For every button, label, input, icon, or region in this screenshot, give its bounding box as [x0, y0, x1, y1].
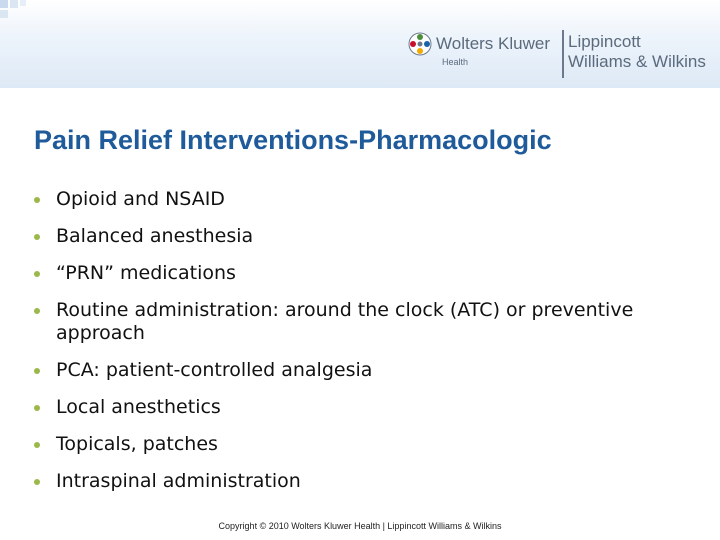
header-band: [0, 0, 720, 88]
bullet-item: [34, 396, 684, 419]
bullet-item: [34, 188, 684, 211]
bullet-text: PCA: patient-controlled analgesia: [56, 359, 373, 381]
bullet-list: [34, 188, 684, 507]
brand-subtitle: Health: [442, 57, 469, 67]
bullet-text: Balanced anesthesia: [56, 225, 254, 247]
bullet-icon: [34, 308, 40, 314]
bullet-icon: [34, 479, 40, 485]
brand-name: Wolters Kluwer: [436, 34, 550, 53]
bullet-icon: [34, 234, 40, 240]
bullet-icon: [34, 405, 40, 411]
bullet-text: Topicals, patches: [56, 433, 218, 455]
bullet-text: “PRN” medications: [56, 262, 236, 284]
wolters-kluwer-globe-icon: [408, 32, 432, 56]
bullet-text: Opioid and NSAID: [56, 188, 225, 210]
bullet-text: Routine administration: around the clock (ATC) or preventive approach: [56, 299, 634, 344]
bullet-text: Intraspinal administration: [56, 470, 301, 492]
bullet-item: [34, 299, 684, 345]
bullet-text: Local anesthetics: [56, 396, 221, 418]
bullet-item: [34, 225, 684, 248]
bullet-icon: [34, 368, 40, 374]
logo-divider: [562, 30, 564, 78]
bullet-item: [34, 433, 684, 456]
slide-title: Pain Relief Interventions-Pharmacologic: [34, 125, 552, 155]
corner-decoration: [0, 0, 60, 20]
bullet-icon: [34, 442, 40, 448]
partner-name: [568, 32, 706, 72]
copyright-footer: Copyright © 2010 Wolters Kluwer Health | Lippincott Williams & Wilkins: [218, 521, 502, 531]
bullet-item: [34, 262, 684, 285]
partner-line-2: Williams & Wilkins: [568, 52, 706, 71]
bullet-icon: [34, 271, 40, 277]
partner-line-1: Lippincott: [568, 32, 641, 51]
bullet-icon: [34, 197, 40, 203]
publisher-logo: [408, 30, 718, 80]
bullet-item: [34, 470, 684, 493]
bullet-item: [34, 359, 684, 382]
